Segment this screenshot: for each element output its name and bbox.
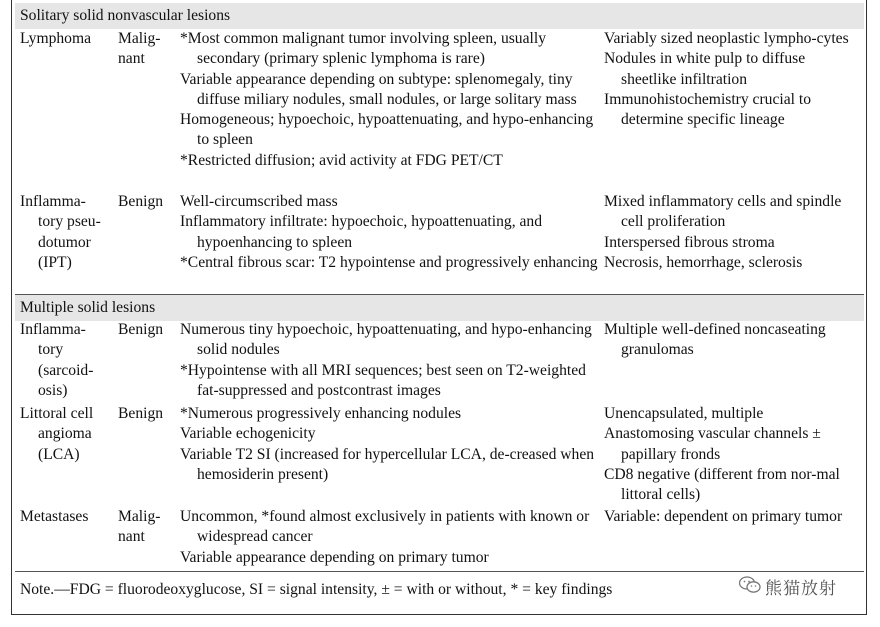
ipt-imaging-3: *Central fibrous scar: T2 hypointense and progressively enhancing bbox=[180, 253, 598, 271]
lymphoma-type-line-1: Malig- bbox=[118, 30, 161, 47]
ipt-pathology-2: Interspersed fibrous stroma bbox=[604, 233, 775, 251]
lca-imaging-3: Variable T2 SI (increased for hypercellular LCA, de-creased when hemosiderin present) bbox=[180, 445, 595, 483]
lymphoma-imaging-2: Variable appearance depending on subtype: splenomegaly, tiny diffuse miliary nodules, small nodules, or large solitary mass bbox=[180, 70, 577, 108]
lymphoma-imaging-1: *Most common malignant tumor involving spleen, usually secondary (primary splenic lymphoma is rare) bbox=[180, 30, 546, 68]
sarcoidosis-name-cell bbox=[20, 320, 114, 401]
ipt-type: Benign bbox=[118, 193, 164, 210]
metastases-imaging-cell bbox=[180, 507, 600, 568]
lymphoma-name-cell bbox=[20, 29, 114, 49]
lymphoma-imaging-4: *Restricted diffusion; avid activity at FDG PET/CT bbox=[180, 151, 503, 169]
lymphoma-imaging-3: Homogeneous; hypoechoic, hypoattenuating, and hypo-enhancing to spleen bbox=[180, 111, 594, 149]
metastases-type-line-2: nant bbox=[118, 528, 145, 546]
metastases-type-cell bbox=[118, 507, 176, 548]
lca-imaging-2: Variable echogenicity bbox=[180, 425, 316, 443]
ipt-pathology-3: Necrosis, hemorrhage, sclerosis bbox=[604, 253, 803, 271]
lca-pathology-cell bbox=[604, 404, 862, 505]
sarcoidosis-name-line-2: tory bbox=[38, 341, 64, 359]
lca-name-cell bbox=[20, 404, 114, 465]
lymphoma-pathology-2: Nodules in white pulp to diffuse sheetlike infiltration bbox=[604, 50, 806, 88]
lca-name-line-1: Littoral cell bbox=[20, 405, 94, 422]
sarcoidosis-name-line-3: (sarcoid- bbox=[38, 361, 94, 379]
ipt-imaging-cell bbox=[180, 192, 600, 273]
lymphoma-pathology-cell bbox=[604, 29, 862, 130]
section-header-multiple: Multiple solid lesions bbox=[15, 295, 864, 321]
ipt-pathology-cell bbox=[604, 192, 862, 273]
metastases-pathology-1: Variable: dependent on primary tumor bbox=[604, 508, 843, 525]
ipt-pathology-1: Mixed inflammatory cells and spindle cell proliferation bbox=[604, 193, 842, 231]
metastases-name: Metastases bbox=[20, 508, 89, 525]
lca-pathology-1: Unencapsulated, multiple bbox=[604, 405, 764, 422]
lca-name-line-2: angioma bbox=[38, 425, 92, 443]
lymphoma-type-line-2: nant bbox=[118, 50, 145, 68]
sarcoidosis-type-cell bbox=[118, 320, 176, 340]
sarcoidosis-type: Benign bbox=[118, 321, 164, 338]
ipt-name-cell bbox=[20, 192, 114, 273]
lca-type: Benign bbox=[118, 405, 164, 422]
lymphoma-type-cell bbox=[118, 29, 176, 70]
ipt-type-cell bbox=[118, 192, 176, 212]
ipt-imaging-1: Well-circumscribed mass bbox=[180, 193, 338, 210]
lymphoma-name: Lymphoma bbox=[20, 30, 92, 47]
lca-imaging-1: *Numerous progressively enhancing nodules bbox=[180, 405, 462, 422]
sarcoidosis-name-line-4: osis) bbox=[38, 381, 68, 399]
watermark-text: 熊猫放射 bbox=[765, 579, 837, 599]
sarcoidosis-imaging-2: *Hypointense with all MRI sequences; best seen on T2-weighted fat-suppressed and postcontrast images bbox=[180, 361, 586, 399]
table-note: Note.—FDG = fluorodeoxyglucose, SI = signal intensity, ± = with or without, * = key findings bbox=[20, 581, 613, 598]
ipt-name-line-2: tory pseu- bbox=[38, 213, 101, 231]
metastases-imaging-2: Variable appearance depending on primary tumor bbox=[180, 548, 489, 566]
ipt-name-line-3: dotumor bbox=[38, 233, 91, 251]
lymphoma-imaging-cell bbox=[180, 29, 600, 171]
sarcoidosis-name-line-1: Inflamma- bbox=[20, 321, 86, 338]
lca-imaging-cell bbox=[180, 404, 600, 485]
sarcoidosis-imaging-1: Numerous tiny hypoechoic, hypoattenuating, and hypo-enhancing solid nodules bbox=[180, 321, 592, 359]
lca-pathology-2: Anastomosing vascular channels ± papillary fronds bbox=[604, 425, 821, 463]
ipt-imaging-2: Inflammatory infiltrate: hypoechoic, hypoattenuating, and hypoenhancing to spleen bbox=[180, 213, 543, 251]
ipt-name-line-4: (IPT) bbox=[38, 253, 72, 271]
lymphoma-pathology-3: Immunohistochemistry crucial to determine specific lineage bbox=[604, 90, 812, 129]
sarcoidosis-pathology-1: Multiple well-defined noncaseating granulomas bbox=[604, 321, 826, 359]
section-header-solitary: Solitary solid nonvascular lesions bbox=[15, 3, 864, 29]
lca-name-line-3: (LCA) bbox=[38, 445, 80, 463]
metastases-pathology-cell bbox=[604, 507, 862, 527]
watermark bbox=[735, 574, 843, 604]
ipt-name-line-1: Inflamma- bbox=[20, 193, 86, 210]
sarcoidosis-imaging-cell bbox=[180, 320, 600, 401]
metastases-imaging-1: Uncommon, *found almost exclusively in patients with known or widespread cancer bbox=[180, 508, 590, 546]
metastases-type-line-1: Malig- bbox=[118, 508, 161, 525]
wechat-icon bbox=[739, 574, 761, 604]
metastases-name-cell bbox=[20, 507, 114, 527]
note-divider-line bbox=[15, 571, 864, 572]
lca-type-cell bbox=[118, 404, 176, 424]
sarcoidosis-pathology-cell bbox=[604, 320, 862, 361]
lymphoma-pathology-1: Variably sized neoplastic lympho-cytes bbox=[604, 30, 849, 47]
lca-pathology-3: CD8 negative (different from nor-mal littoral cells) bbox=[604, 465, 840, 504]
